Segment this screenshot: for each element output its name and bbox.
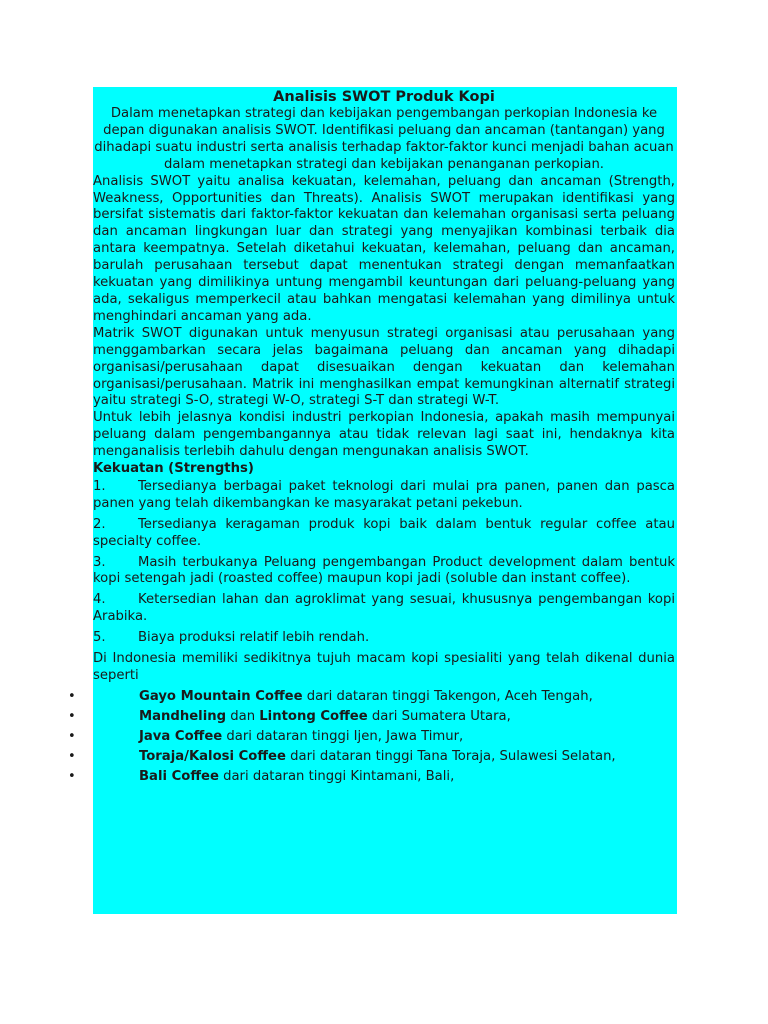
bullet-icon: • [68,748,76,764]
coffee-connector: dan [226,708,260,724]
coffee-name: Toraja/Kalosi Coffee [139,748,286,764]
strength-number: 4. [93,592,106,608]
strength-item [93,479,675,513]
coffee-name: Mandheling [139,708,227,724]
coffee-list-item [68,728,675,745]
strength-text: Masih terbukanya Peluang pengembangan Product development dalam bentuk kopi setengah jadi (roasted coffee) maupun kopi jadi (soluble dan instant coffee). [93,554,675,587]
paragraph-conclusion: Untuk lebih jelasnya kondisi industri perkopian Indonesia, apakah masih mempunyai peluang dalam pengembangannya atau tidak relevan lagi saat ini, hendaknya kita menganalisis terlebih dahulu dengan mengunakan analisis SWOT. [93,410,675,460]
coffee-list-item [68,748,675,765]
bullet-icon: • [68,688,76,704]
strength-item [93,517,675,551]
coffee-name: Lintong Coffee [259,708,368,724]
bullet-icon: • [68,768,76,784]
strength-text: Ketersedian lahan dan agroklimat yang sesuai, khususnya pengembangan kopi Arabika. [93,592,675,625]
coffee-name: Bali Coffee [139,768,219,784]
strength-number: 3. [93,554,106,570]
intro-paragraph: Dalam menetapkan strategi dan kebijakan pengembangan perkopian Indonesia ke depan digunakan analisis SWOT. Identifikasi peluang dan ancaman (tantangan) yang dihadapi suatu industri serta analisis terhadap faktor-faktor kunci menjadi bahan acuan dalam menetapkan strategi dan kebijakan penanganan perkopian. [94,106,674,172]
strength-text: Tersedianya keragaman produk kopi baik dalam bentuk regular coffee atau specialty coffee. [93,516,675,549]
strength-number: 5. [93,630,106,646]
strength-item [93,555,675,589]
coffee-origin: dari dataran tinggi Tana Toraja, Sulawesi Selatan, [285,748,616,764]
bullet-icon: • [68,728,76,744]
strength-number: 1. [93,478,106,494]
paragraph-swot-matrix: Matrik SWOT digunakan untuk menyusun strategi organisasi atau perusahaan yang menggambarkan secara jelas bagaimana peluang dan ancaman yang dihadapi organisasi/perusahaan dapat disesuaikan dengan kekuatan dan kelemahan organisasi/perusahaan. Matrik ini menghasilkan empat kemungkinan alternatif strategi yaitu strategi S-O, strategi W-O, strategi S-T dan strategi W-T. [93,325,675,409]
document-body [68,88,675,785]
strength-text: Biaya produksi relatif lebih rendah. [138,630,370,646]
strength-text: Tersedianya berbagai paket teknologi dari mulai pra panen, panen dan pasca panen yang telah dikembangkan ke masyarakat petani pekebun. [93,478,675,511]
strength-number: 2. [93,516,106,532]
coffee-name: Java Coffee [139,728,223,744]
coffee-origin: dari dataran tinggi Ijen, Jawa Timur, [222,728,464,744]
strength-item [93,592,675,626]
coffee-list-item [68,708,675,725]
coffee-origin: dari dataran tinggi Takengon, Aceh Tengah, [302,688,593,704]
strengths-heading: Kekuatan (Strengths) [93,461,254,477]
coffee-name: Gayo Mountain Coffee [139,688,303,704]
specialty-intro: Di Indonesia memiliki sedikitnya tujuh macam kopi spesialiti yang telah dikenal dunia seperti [93,651,675,683]
paragraph-swot-definition: Analisis SWOT yaitu analisa kekuatan, kelemahan, peluang dan ancaman (Strength, Weakness, Opportunities dan Threats). Analisis SWOT merupakan identifikasi yang bersifat sistematis dari faktor-faktor kekuatan dan kelemahan organisasi serta peluang dan ancaman lingkungan luar dan strategi yang menyajikan kombinasi terbaik dia antara keempatnya. Setelah diketahui kekuatan, kelemahan, peluang dan ancaman, barulah perusahaan tersebut dapat menentukan strategi dengan memanfaatkan kekuatan yang dimilikinya untung mengambil keuntungan dari peluang-peluang yang ada, sekaligus memperkecil atau bahkan mengatasi kelemahan yang dimilinya untuk menghindari ancaman yang ada. [93,173,675,324]
bullet-icon: • [68,708,76,724]
coffee-list-item [68,768,675,785]
strength-item [93,630,675,647]
coffee-origin: dari dataran tinggi Kintamani, Bali, [218,768,455,784]
document-title: Analisis SWOT Produk Kopi [273,89,495,105]
coffee-origin: dari Sumatera Utara, [367,708,511,724]
coffee-list-item [68,688,675,705]
